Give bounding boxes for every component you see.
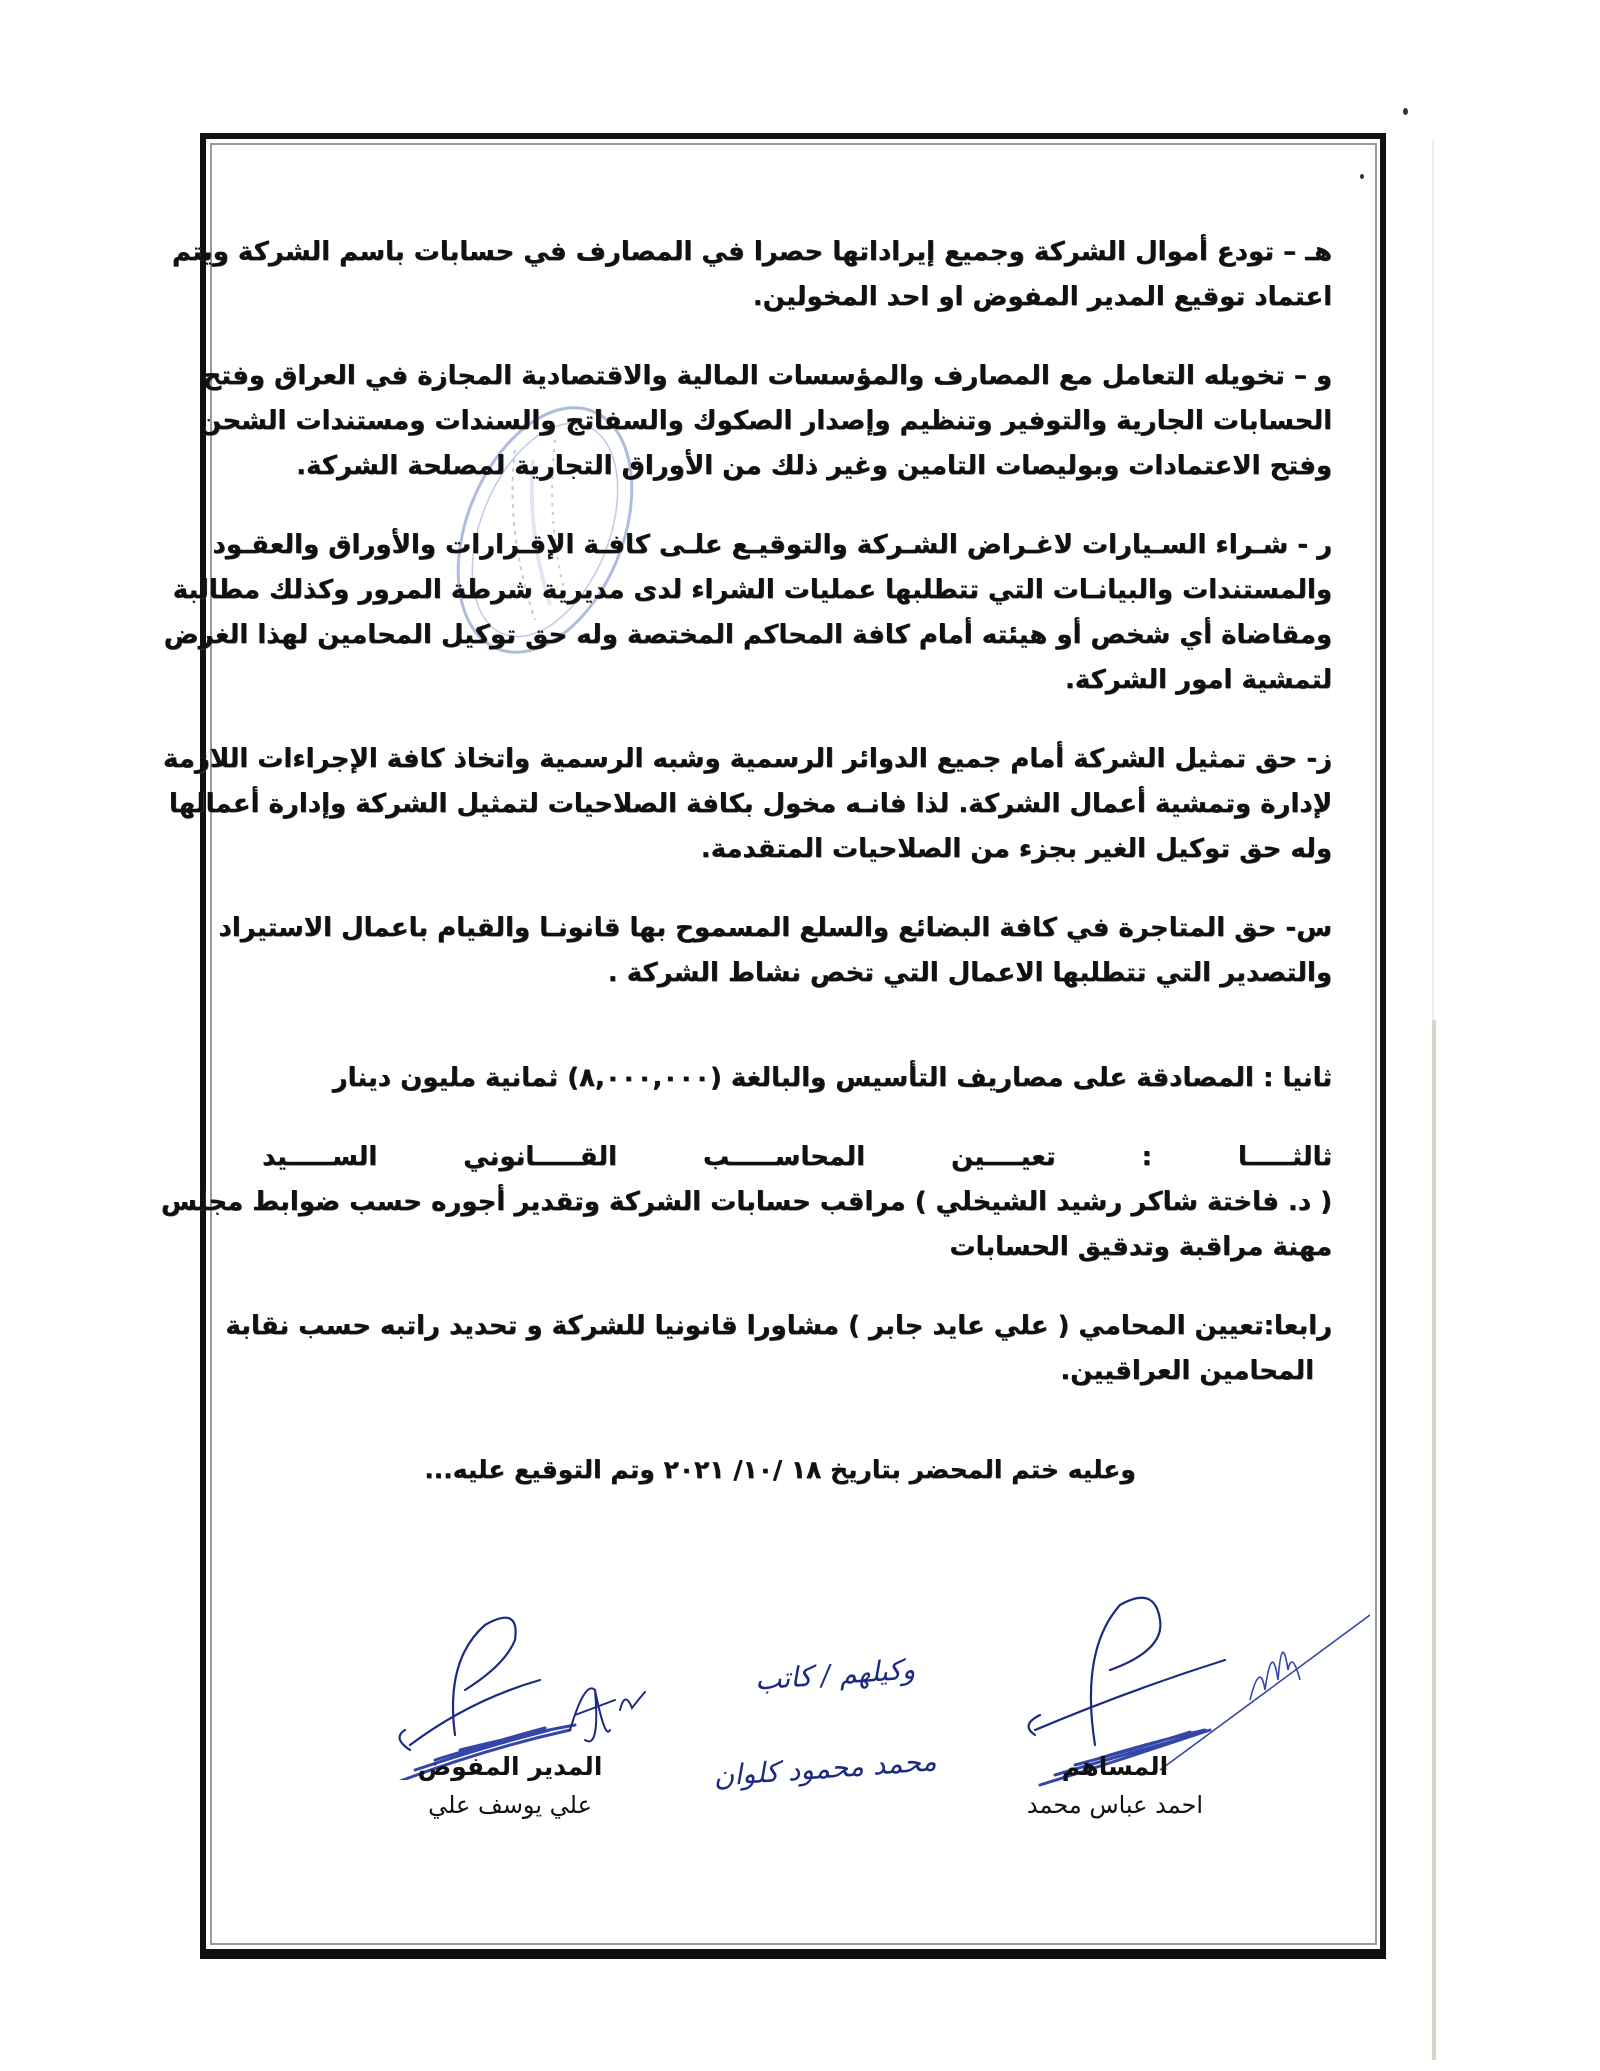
- shareholder-title: المساهم: [1061, 1752, 1169, 1781]
- closing-date-statement: وعليه ختم المحضر بتاريخ ١٨ /١٠/ ٢٠٢١ وتم التوقيع عليه...: [424, 1455, 1136, 1484]
- page-edge-shadow-top: [1432, 140, 1434, 1020]
- item-third-line: مهنة مراقبة وتدقيق الحسابات: [949, 1232, 1332, 1262]
- item-second-expenses: [262, 1056, 1332, 1101]
- item-fourth-line: المحامين العراقيين.: [1060, 1356, 1314, 1386]
- clause-z-line: لإدارة وتمشية أعمال الشركة. لذا فانـه مخول بكافة الصلاحيات لتمثيل الشركة وإدارة أعمالها: [168, 789, 1332, 819]
- clause-w-line: وفتح الاعتمادات وبوليصات التامين وغير ذلك من الأوراق التجارية لمصلحة الشركة.: [296, 451, 1332, 481]
- clause-s: [218, 906, 1332, 996]
- clause-h-line: هـ – تودع أموال الشركة وجميع إيراداتها حصرا في المصارف في حسابات باسم الشركة ويتم: [171, 237, 1332, 267]
- item-second-line: ثانيا : المصادقة على مصاريف التأسيس والبالغة (٨,٠٠٠,٠٠٠) ثمانية مليون دينار: [332, 1063, 1332, 1093]
- manager-title: المدير المفوض: [417, 1752, 603, 1781]
- manager-signature-block: [380, 1752, 640, 1819]
- clause-s-line: والتصدير التي تتطلبها الاعمال التي تخص نشاط الشركة .: [607, 958, 1332, 988]
- manager-signature: [370, 1580, 730, 1780]
- clause-r-line: والمستندات والبيانـات التي تتطلبها عمليات الشراء لدى مديرية شرطة المرور وكذلك مطالبة: [172, 575, 1332, 605]
- clause-s-line: س- حق المتاجرة في كافة البضائع والسلع المسموح بها قانونـا والقيام باعمال الاستيراد: [218, 913, 1332, 943]
- clause-h-line: اعتماد توقيع المدير المفوض او احد المخولين.: [752, 282, 1332, 312]
- clause-z: [162, 737, 1332, 872]
- clause-w: [199, 354, 1332, 489]
- clause-r: [163, 523, 1332, 703]
- item-fourth-lawyer: [225, 1304, 1332, 1394]
- clause-w-line: و – تخويله التعامل مع المصارف والمؤسسات المالية والاقتصادية المجازة في العراق وفتح: [202, 361, 1332, 391]
- clause-z-line: وله حق توكيل الغير بجزء من الصلاحيات المتقدمة.: [700, 834, 1332, 864]
- item-fourth-line: رابعا:تعيين المحامي ( علي عايد جابر ) مشاورا قانونيا للشركة و تحديد راتبه حسب نقابة: [225, 1311, 1332, 1341]
- witness-handwritten-line-2: محمد محمود كلوان: [712, 1744, 938, 1793]
- document-body: [160, 230, 1332, 1428]
- clause-r-line: ومقاضاة أي شخص أو هيئته أمام كافة المحاكم المختصة وله حق توكيل المحامين لهذا الغرض: [163, 620, 1332, 650]
- clause-w-line: الحسابات الجارية والتوفير وتنظيم وإصدار الصكوك والسفاتج والسندات ومستندات الشحن: [199, 406, 1332, 436]
- page-edge-shadow: [1432, 1020, 1436, 2060]
- shareholder-name: احمد عباس محمد: [1026, 1791, 1204, 1819]
- clause-z-line: ز- حق تمثيل الشركة أمام جميع الدوائر الرسمية وشبه الرسمية واتخاذ كافة الإجراءات اللازمة: [162, 744, 1332, 774]
- witness-handwritten-line-1: وكيلهم / كاتب: [753, 1652, 917, 1697]
- shareholder-signature-block: [1000, 1752, 1230, 1819]
- clause-r-line: لتمشية امور الشركة.: [1064, 665, 1332, 695]
- speck: [1403, 108, 1408, 115]
- clause-r-line: ر - شـراء السـيارات لاغـراض الشـركة والتوقيـع علـى كافـة الإقـرارات والأوراق والعقـود: [212, 530, 1332, 560]
- item-third-line: ( د. فاختة شاكر رشيد الشيخلي ) مراقب حسابات الشركة وتقدير أجوره حسب ضوابط مجلس: [160, 1187, 1332, 1217]
- clause-h: [171, 230, 1332, 320]
- manager-name: علي يوسف علي: [428, 1791, 592, 1819]
- item-third-line: ثالثـــــا : تعيــــين المحاســـــب القـــــانوني الســـــيد: [262, 1142, 1332, 1172]
- item-third-auditor: [160, 1135, 1332, 1270]
